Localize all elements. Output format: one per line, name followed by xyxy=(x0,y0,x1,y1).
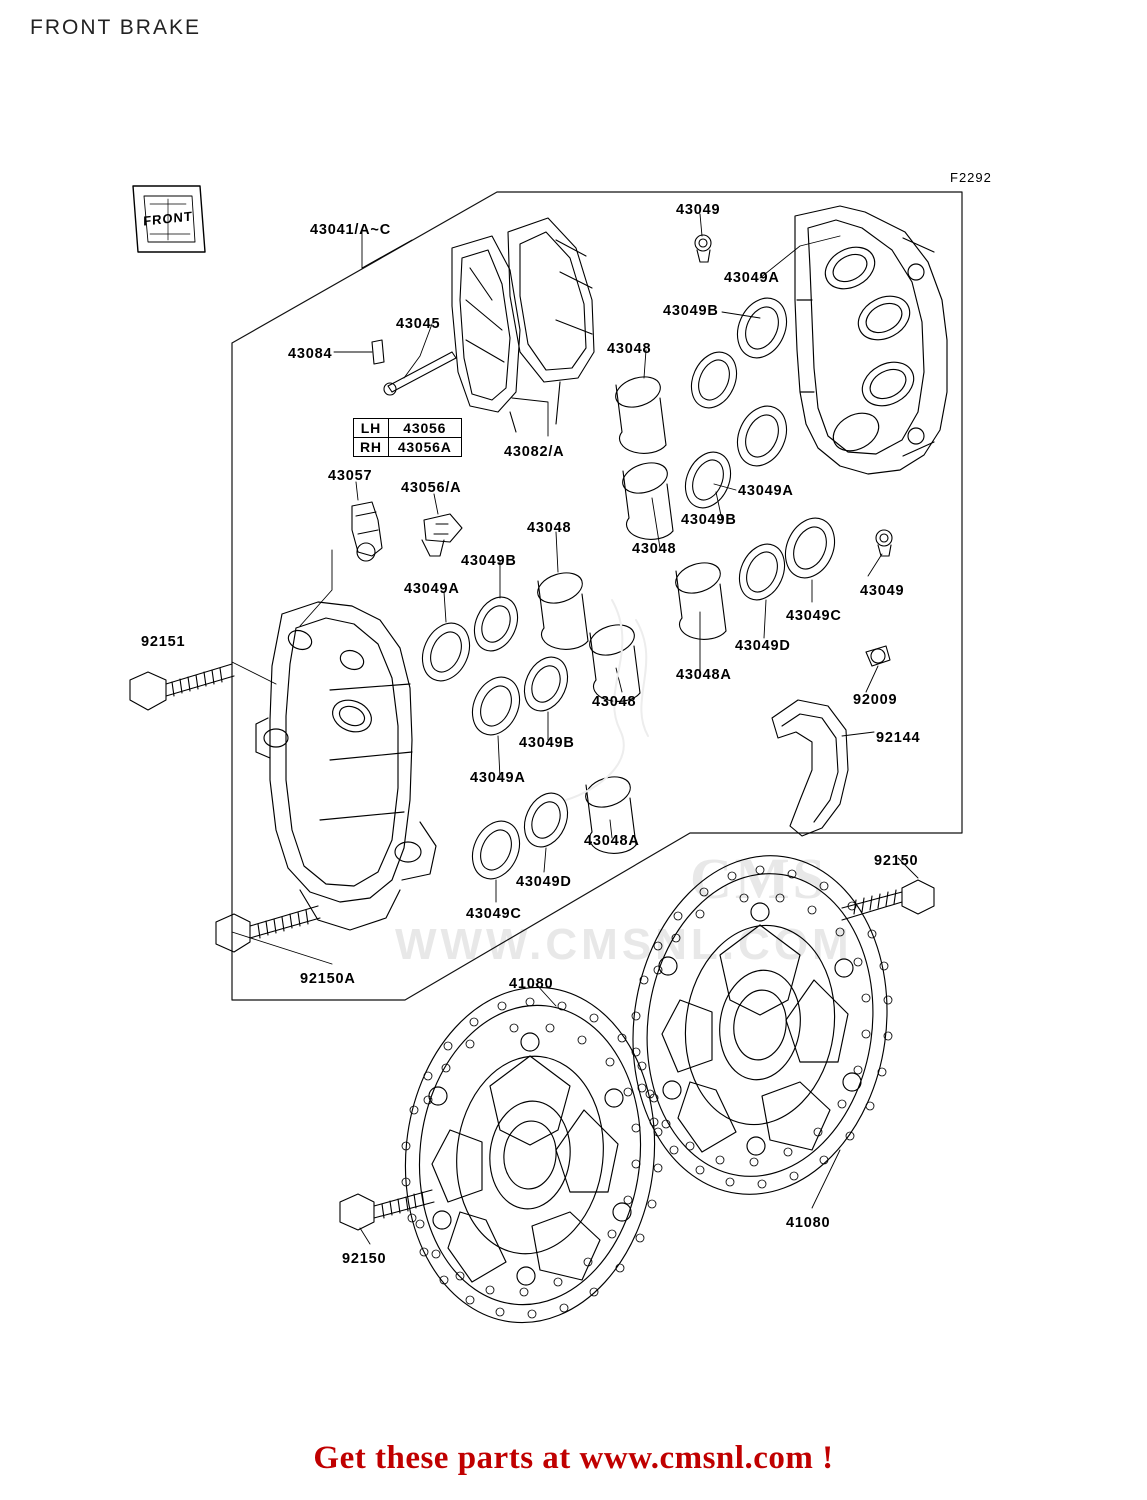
part-callout-43049a: 43049A xyxy=(470,770,526,786)
page-title: FRONT BRAKE xyxy=(30,16,201,39)
rh-part-number: 43056A xyxy=(388,438,461,457)
part-callout-92150: 92150 xyxy=(342,1251,387,1267)
part-callout-43048a: 43048A xyxy=(584,833,640,849)
watermark-logo: CMS xyxy=(690,846,828,911)
part-callout-43082-a: 43082/A xyxy=(504,444,565,460)
part-callout-43048: 43048 xyxy=(632,541,677,557)
front-badge-label: FRONT xyxy=(143,207,193,229)
part-callout-43049c: 43049C xyxy=(786,608,842,624)
part-callout-92009: 92009 xyxy=(853,692,898,708)
watermark-url: WWW.CMSNL.COM xyxy=(395,920,853,969)
part-callout-43049b: 43049B xyxy=(461,553,517,569)
part-callout-43049d: 43049D xyxy=(516,874,572,890)
part-callout-92151: 92151 xyxy=(141,634,186,650)
part-callout-43049a: 43049A xyxy=(404,581,460,597)
part-callout-92150: 92150 xyxy=(874,853,919,869)
part-callout-43048: 43048 xyxy=(527,520,572,536)
rh-side-label: RH xyxy=(354,438,389,457)
part-callout-41080: 41080 xyxy=(786,1215,831,1231)
part-callout-43041-a-c: 43041/A~C xyxy=(310,222,391,238)
part-callout-43048: 43048 xyxy=(592,694,637,710)
part-callout-43049d: 43049D xyxy=(735,638,791,654)
part-callout-43048a: 43048A xyxy=(676,667,732,683)
part-callout-43049b: 43049B xyxy=(663,303,719,319)
part-callout-43049b: 43049B xyxy=(681,512,737,528)
part-callout-43049b: 43049B xyxy=(519,735,575,751)
part-callout-43048: 43048 xyxy=(607,341,652,357)
part-callout-43056-a: 43056/A xyxy=(401,480,462,496)
part-callout-43084: 43084 xyxy=(288,346,333,362)
part-callout-43049a: 43049A xyxy=(724,270,780,286)
lh-side-label: LH xyxy=(354,419,389,438)
part-callout-43057: 43057 xyxy=(328,468,373,484)
part-callout-43045: 43045 xyxy=(396,316,441,332)
lh-part-number: 43056 xyxy=(388,419,461,438)
part-callout-43049: 43049 xyxy=(676,202,721,218)
table-row xyxy=(354,419,462,438)
diagram-code: F2292 xyxy=(950,170,992,185)
footer-cta: Get these parts at www.cmsnl.com ! xyxy=(313,1440,834,1476)
part-callout-92150a: 92150A xyxy=(300,971,356,987)
part-callout-41080: 41080 xyxy=(509,976,554,992)
lh-rh-variant-table xyxy=(353,418,462,457)
part-callout-92144: 92144 xyxy=(876,730,921,746)
part-callout-43049a: 43049A xyxy=(738,483,794,499)
part-callout-43049c: 43049C xyxy=(466,906,522,922)
front-direction-badge xyxy=(131,183,205,251)
table-row xyxy=(354,438,462,457)
part-callout-43049: 43049 xyxy=(860,583,905,599)
